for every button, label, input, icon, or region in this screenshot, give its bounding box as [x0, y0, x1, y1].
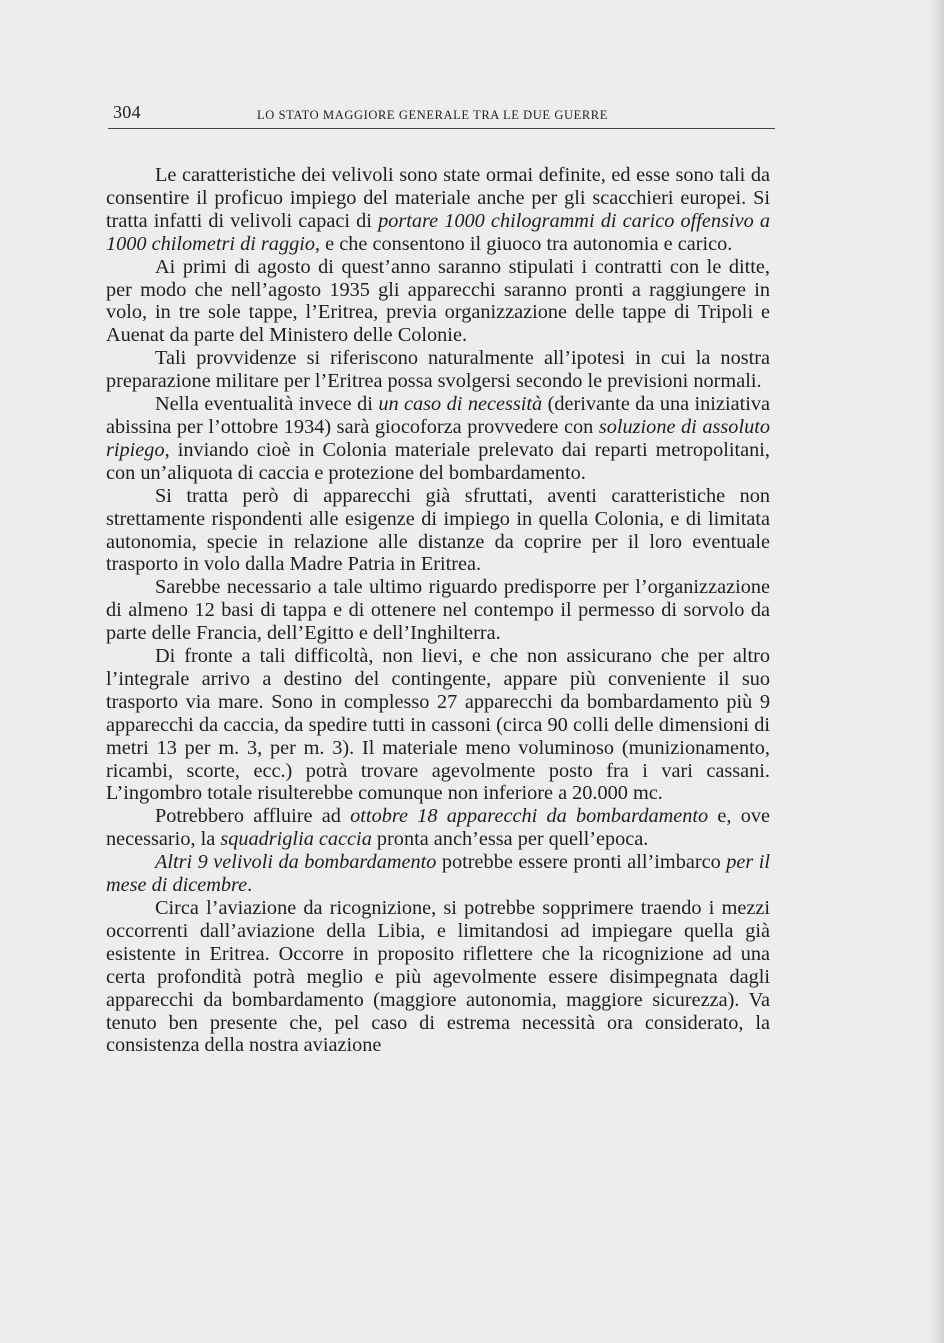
paragraph-text: Sarebbe necessario a tale ultimo riguardo predisporre per l’organizzazione di almeno 12 basi di tappa e di ottenere nel contempo il permesso di sorvolo da parte delle Francia, dell’Egitto e dell’Inghilterra.: [106, 576, 770, 645]
paragraph-affluire-ottobre: [106, 805, 770, 851]
paragraph-velivoli-caratteristiche: [106, 164, 770, 256]
paragraph-ricognizione: [106, 897, 770, 1057]
body-text: [106, 164, 770, 1057]
header-rule: [108, 128, 775, 129]
paragraph-text: e, ove necessario, la: [106, 805, 770, 851]
paragraph-provvidenze: [106, 347, 770, 393]
page-number: 304: [113, 102, 141, 122]
paragraph-text: Potrebbero affluire ad: [155, 805, 351, 828]
paragraph-text: , e che consentono il giuoco tra autonomia e carico.: [315, 232, 733, 255]
paragraph-text: Circa l’aviazione da ricognizione, si potrebbe sopprimere traendo i mezzi occorrenti dall’aviazione della Libia, e limitandosi ad impiegare quella già esistente in Eritrea. Occorre in proposito riflettere che la ricognizione ad una certa profondità potrà meglio e più agevolmente essere disimpegnata dagli apparecchi da bombardamento (maggiore autonomia, maggiore sicurezza). Va tenuto ben presente che, pel caso di estrema necessità ora considerato, la consistenza della nostra aviazione: [106, 897, 770, 1057]
emphasis-text: ottobre 18 apparecchi da bombardamento: [350, 805, 709, 828]
paragraph-text: (derivante da una iniziativa abissina per l’ottobre 1934) sarà giocoforza provvedere con: [106, 393, 770, 438]
paragraph-text: Tali provvidenze si riferiscono naturalmente all’ipotesi in cui la nostra preparazione militare per l’Eritrea possa svolgersi secondo le previsioni normali.: [106, 347, 770, 393]
paragraph-text: potrebbe essere pronti all’imbarco: [436, 851, 727, 874]
paragraph-text: Nella eventualità invece di: [155, 393, 379, 416]
paragraph-trasporto-via-mare: [106, 645, 770, 805]
page-header: [113, 100, 773, 128]
emphasis-text: soluzione di assoluto ripiego: [106, 415, 771, 461]
paragraph-text: Ai primi di agosto di quest’anno saranno stipulati i contratti con le ditte, per modo che nell’agosto 1935 gli apparecchi saranno pronti a raggiungere in volo, in tre sole tappe, l’Eritrea, previa organizzazione delle tappe di Tripoli e Auenat da parte del Ministero delle Colonie.: [106, 255, 770, 347]
paragraph-text: Le caratteristiche dei velivoli sono state ormai definite, ed esse sono tali da consentire il proficuo impiego del materiale anche per gli scacchieri europei. Si tratta infatti di velivoli capaci di: [106, 164, 770, 232]
running-title: LO STATO MAGGIORE GENERALE TRA LE DUE GUERRE: [257, 108, 608, 122]
paragraph-altri-velivoli: [106, 851, 770, 897]
paragraph-text: Si tratta però di apparecchi già sfruttati, aventi caratteristiche non strettamente rispondenti alle esigenze di impiego in quella Colonia, e di limitata autonomia, specie in relazione alle distanze da coprire per il loro eventuale trasporto in volo dalla Madre Patria in Eritrea.: [106, 484, 770, 576]
emphasis-text: Altri 9 velivoli da bombardamento: [155, 851, 437, 874]
paragraph-apparecchi-sfruttati: [106, 485, 770, 577]
paragraph-text: Di fronte a tali difficoltà, non lievi, e che non assicurano che per altro l’integrale arrivo a destino del contingente, appare più conveniente il suo trasporto via mare. Sono in complesso 27 apparecchi da bombardamento più 9 apparecchi da caccia, da spedire tutti in cassoni (circa 90 colli delle dimensioni di metri 13 per m. 3, per m. 3). Il materiale meno voluminoso (munizionamento, ricambi, scorte, ecc.) potrà trovare agevolmente posto fra i vari cassani. L’ingombro totale risulterebbe comunque non inferiore a 20.000 mc.: [106, 645, 770, 805]
emphasis-text: portare 1000 chilogrammi di carico offensivo a 1000 chilometri di raggio: [106, 209, 770, 255]
emphasis-text: per il mese di dicembre: [106, 851, 770, 897]
emphasis-text: un caso di necessità: [378, 393, 543, 416]
paragraph-basi-di-tappa: [106, 576, 770, 645]
paragraph-contratti-agosto: [106, 256, 770, 348]
page-edge-shadow: [930, 0, 944, 1343]
paragraph-text: pronta anch’essa per quell’epoca.: [371, 828, 649, 851]
paragraph-text: .: [247, 874, 253, 897]
emphasis-text: squadriglia caccia: [220, 828, 372, 851]
paragraph-caso-necessita: [106, 393, 770, 485]
paragraph-text: , inviando cioè in Colonia materiale prelevato dai reparti metropolitani, con un’aliquota di caccia e protezione del bombardamento.: [106, 438, 770, 484]
